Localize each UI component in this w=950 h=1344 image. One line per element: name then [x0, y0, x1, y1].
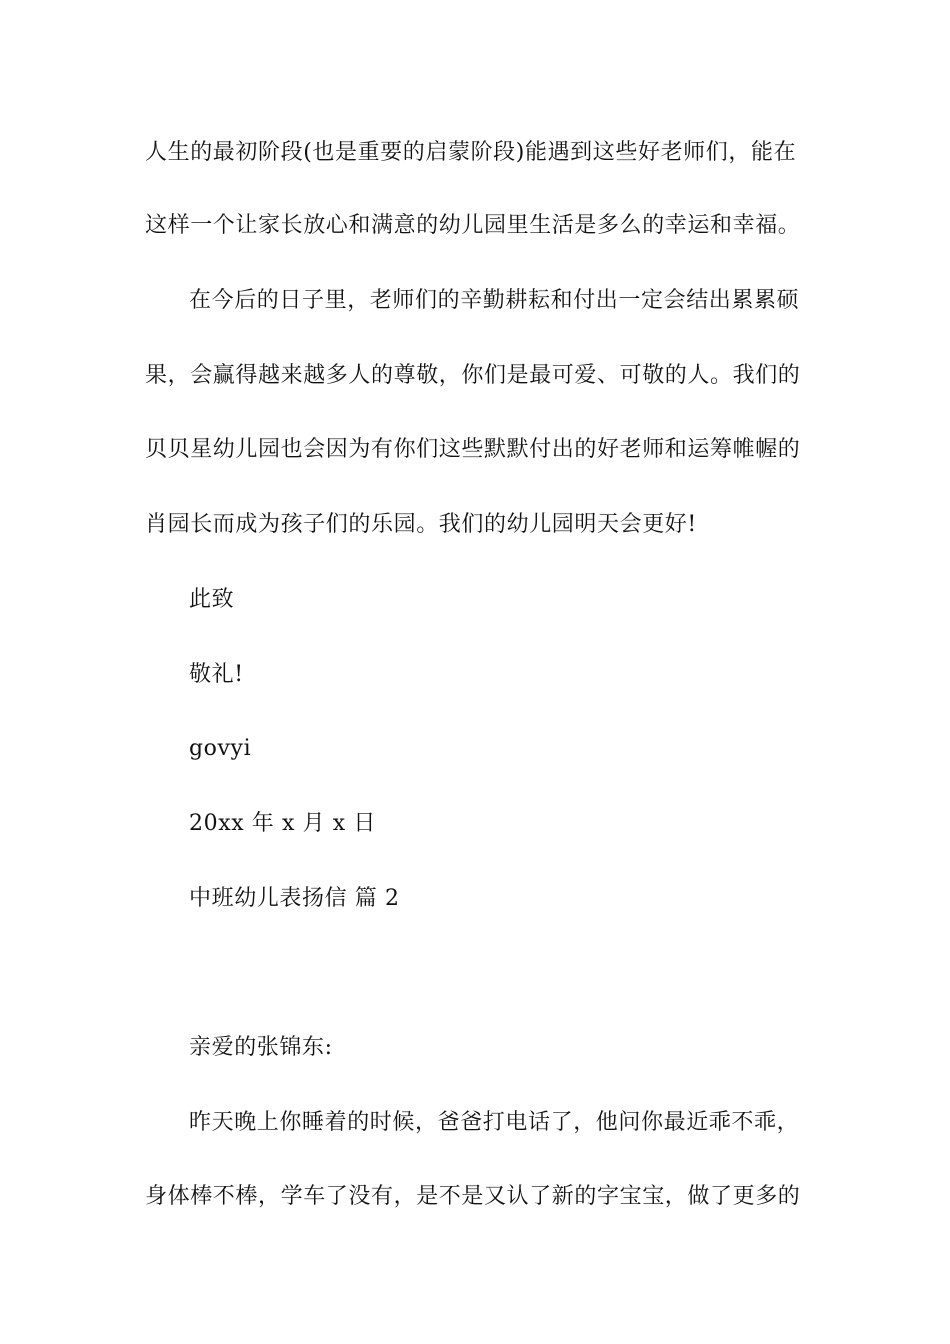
date-line: 20xx 年 x 月 x 日	[189, 811, 376, 836]
letter-greeting: 亲爱的张锦东:	[189, 1035, 333, 1060]
signature: govyi	[189, 736, 252, 761]
section-title: 中班幼儿表扬信 篇 2	[189, 886, 400, 911]
paragraph-line: 在今后的日子里，老师们的辛勤耕耘和付出一定会结出累累硕	[189, 288, 800, 313]
paragraph-line: 贝贝星幼儿园也会因为有你们这些默默付出的好老师和运筹帷幄的	[145, 437, 801, 462]
closing-regards: 敬礼!	[189, 662, 244, 687]
paragraph-line: 昨天晚上你睡着的时候，爸爸打电话了，他问你最近乖不乖，	[189, 1110, 800, 1135]
paragraph-line: 果，会赢得越来越多人的尊敬，你们是最可爱、可敬的人。我们的	[145, 363, 801, 388]
paragraph-line: 身体棒不棒，学车了没有，是不是又认了新的字宝宝，做了更多的	[145, 1184, 801, 1209]
paragraph-line: 肖园长而成为孩子们的乐园。我们的幼儿园明天会更好!	[145, 512, 697, 537]
closing-salutation: 此致	[189, 587, 235, 612]
paragraph-line: 这样一个让家长放心和满意的幼儿园里生活是多么的幸运和幸福。	[145, 213, 801, 238]
paragraph-line: 人生的最初阶段(也是重要的启蒙阶段)能遇到这些好老师们，能在	[145, 140, 797, 165]
